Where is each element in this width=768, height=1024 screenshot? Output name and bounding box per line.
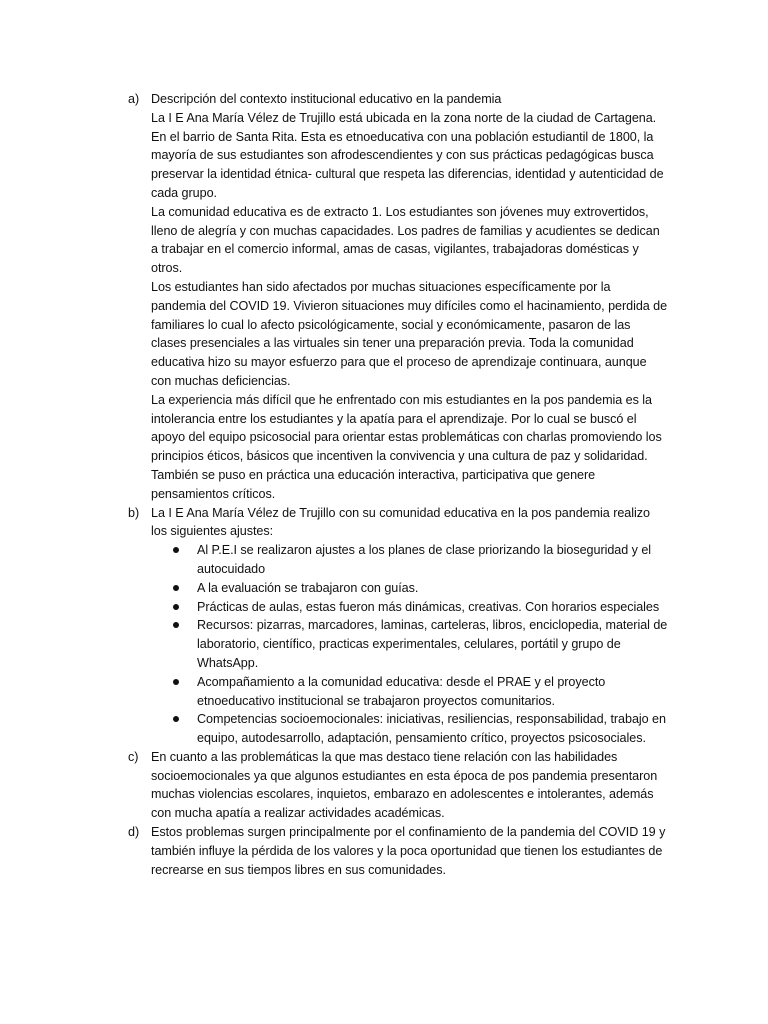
list-item [151, 710, 668, 748]
section-a [128, 90, 668, 504]
paragraph-community: La comunidad educativa es de extracto 1. Los estudiantes son jóvenes muy extrovertidos, lleno de alegría y con muchas capacidades. Los padres de familias y acudientes se dedican a trabajar en el comercio informal, amas de casas, vigilantes, trabajadoras domésticas y otros. [151, 204, 660, 276]
section-b [128, 504, 668, 748]
bullet-icon [173, 716, 179, 722]
list-item [151, 673, 668, 711]
paragraph-problems: En cuanto a las problemáticas la que mas destaco tiene relación con las habilidades socioemocionales ya que algunos estudiantes en esta época de pos pandemia presentaron muchas violencias escolares, inquietos, embarazo en adolescentes e intolerantes, además con mucha apatía a realizar actividades académicas. [151, 749, 658, 821]
list-item [151, 598, 668, 617]
list-item [151, 579, 668, 598]
list-item-text: Al P.E.I se realizaron ajustes a los planes de clase priorizando la bioseguridad y el autocuidado [197, 543, 652, 576]
list-item-text: Prácticas de aulas, estas fueron más dinámicas, creativas. Con horarios especiales [197, 599, 660, 614]
bullet-icon [173, 622, 179, 628]
adjustments-list [151, 541, 668, 748]
list-item-text: Competencias socioemocionales: iniciativas, resiliencias, responsabilidad, trabajo en equipo, autodesarrollo, adaptación, pensamiento crítico, proyectos psicosociales. [197, 712, 666, 746]
section-c [128, 748, 668, 823]
section-marker: a) [128, 92, 140, 106]
paragraph-causes: Estos problemas surgen principalmente por el confinamiento de la pandemia del COVID 19 y también influye la pérdida de los valores y la poca oportunidad que tienen los estudiantes de recrearse en sus tiempos libres en sus comunidades. [151, 825, 666, 877]
paragraph-experience: La experiencia más difícil que he enfrentado con mis estudiantes en la pos pandemia es la intolerancia entre los estudiantes y la apatía para el aprendizaje. Por lo cual se buscó el apoyo del equipo psicosocial para orientar estas problemáticas con charlas promoviendo los principios éticos, básicos que incentiven la convivencia y una cultura de paz y solidaridad. También se puso en práctica una educación interactiva, participativa que genere pensamientos críticos. [151, 392, 662, 501]
list-item-text: A la evaluación se trabajaron con guías. [197, 580, 419, 595]
bullet-icon [173, 547, 179, 553]
list-item [151, 616, 668, 672]
list-item-text: Recursos: pizarras, marcadores, laminas, carteleras, libros, enciclopedia, material de laboratorio, científico, practicas experimentales, celulares, portátil y grupo de WhatsApp. [197, 618, 668, 670]
bullet-icon [173, 679, 179, 685]
list-item [151, 541, 668, 579]
paragraph-institution: La I E Ana María Vélez de Trujillo está ubicada en la zona norte de la ciudad de Cartagena. En el barrio de Santa Rita. Esta es etnoeducativa con una población estudiantil de 1800, la mayoría de sus estudiantes son afrodescendientes y con sus prácticas pedagógicas busca preservar la identidad étnica- cultural que respeta las diferencias, identidad y autenticidad de cada grupo. [151, 110, 664, 200]
document-body [128, 90, 668, 879]
section-marker: d) [128, 825, 140, 840]
section-marker: c) [128, 749, 139, 764]
bullet-icon [173, 604, 179, 610]
section-marker: b) [128, 505, 140, 520]
bullet-icon [173, 585, 179, 591]
list-item-text: Acompañamiento a la comunidad educativa: desde el PRAE y el proyecto etnoeducativo institucional se trabajaron proyectos comunitarios. [197, 674, 606, 708]
section-heading: Descripción del contexto institucional educativo en la pandemia [151, 92, 502, 106]
paragraph-pandemic-impact: Los estudiantes han sido afectados por muchas situaciones específicamente por la pandemia del COVID 19. Vivieron situaciones muy difíciles como el hacinamiento, perdida de familiares lo cual lo afecto psicológicamente, social y económicamente, pasaron de las clases presenciales a las virtuales sin tener una preparación previa. Toda la comunidad educativa hizo su mayor esfuerzo para que el proceso de aprendizaje continuara, aunque con muchas deficiencias. [151, 279, 668, 388]
paragraph-adjustments-intro: La I E Ana María Vélez de Trujillo con su comunidad educativa en la pos pandemia realizo los siguientes ajustes: [151, 505, 650, 539]
section-d [128, 823, 668, 879]
